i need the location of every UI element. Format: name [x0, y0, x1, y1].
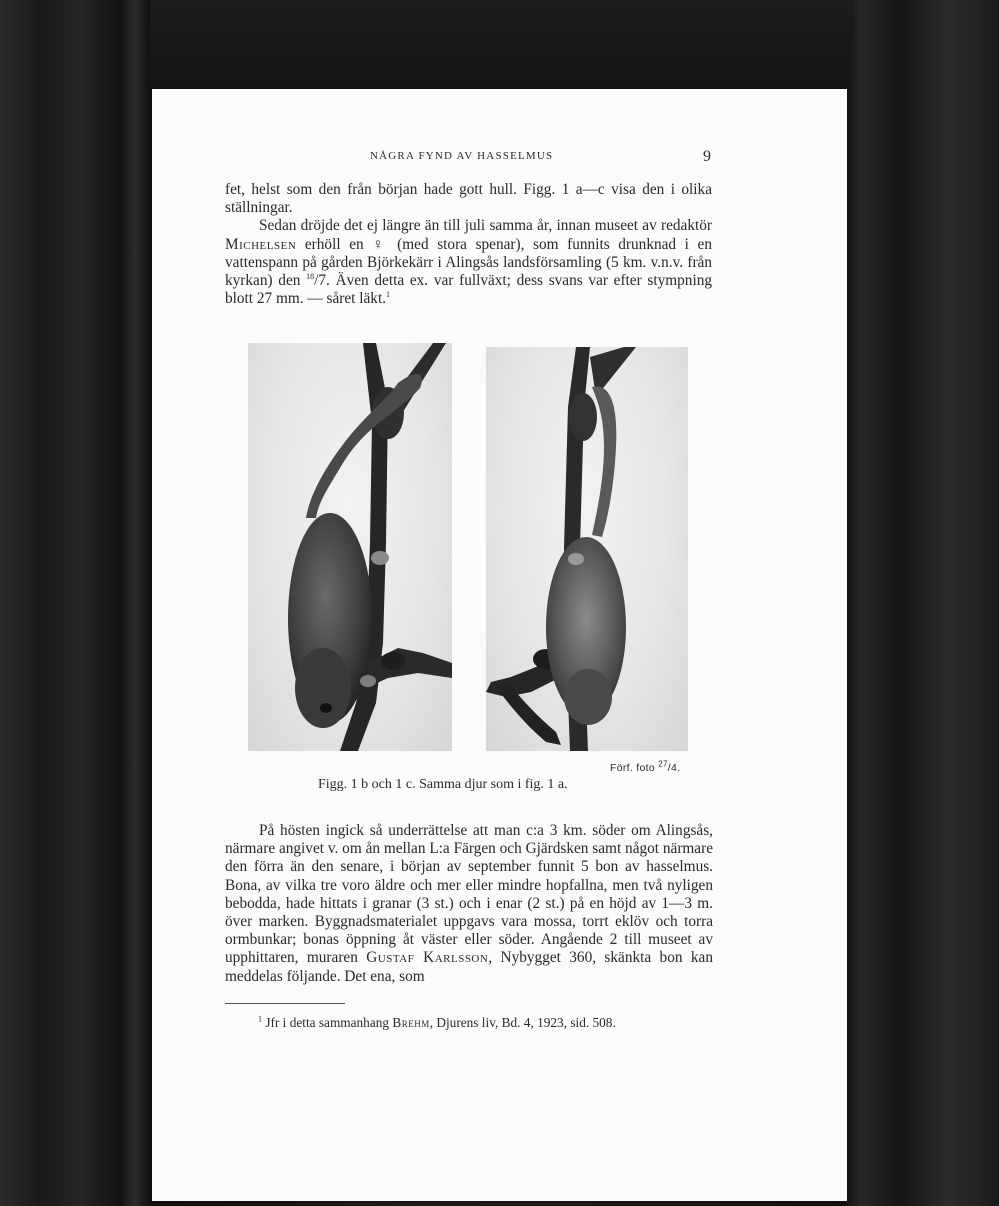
photo-dormouse-back: [486, 347, 688, 751]
photo-credit: Förf. foto $^{27}$/4.: [610, 759, 681, 774]
paragraph-3: På hösten ingick så underrättelse att man c:a 3 km. söder om Alingsås, närmare angivet v. om ån mellan L:a Färgen och Gjärdsken samt något närmare den förra än den senare, i början av september funnit 5 bon av hasselmus. Bona, av vilka tre voro äldre och mer eller mindre hopfallna, men två nyligen bebodda, hade hittats i granar (3 st.) och i enar (2 st.) på en höjd av 1—3 m. över marken. Byggnadsmaterialet uppgavs vara mossa, torrt eklöv och torra ormbunkar; bonas öppning åt väster eller söder. Angående 2 till museet av upphittaren, muraren Gustaf Karlsson, Nybygget 360, skänkta bon kan meddelas följande. Det ena, som: [225, 822, 713, 985]
footnote-rule: [225, 1003, 345, 1004]
person-name-michelsen: Michelsen: [225, 235, 297, 253]
paragraph-1: fet, helst som den från början hade gott hull. Figg. 1 a—c visa den i olika ställningar.: [225, 181, 712, 217]
footnote: $^1$ Jfr i detta sammanhang Brehm, Djurens liv, Bd. 4, 1923, sid. 508.: [258, 1014, 616, 1030]
paragraph-2: Sedan dröjde det ej längre än till juli samma år, innan museet av redaktör Michelsen erhöll en ♀ (med stora spenar), som funnits drunknad i en vattenspann på gården Björkekärr i Alingsås landsförsamling (5 km. v.n.v. från kyrkan) den $^{18}$/7. Även detta ex. var fullväxt; dess svans var efter stympning blott 27 mm. — såret läkt.$^1$: [225, 217, 713, 308]
page-number: 9: [703, 148, 711, 165]
footnote-reference: 1: [386, 290, 391, 300]
body-text-bottom: [225, 822, 713, 986]
scanner-background-top: [150, 0, 850, 90]
person-name-karlsson: Gustaf Karlsson: [366, 949, 489, 967]
body-text-top: [225, 181, 712, 308]
photo-dormouse-side: [248, 343, 452, 751]
running-head: NÅGRA FYND AV HASSELMUS: [370, 150, 554, 162]
author-name-brehm: Brehm: [392, 1015, 430, 1030]
footnote-mark: 1: [258, 1014, 262, 1024]
figure-caption: Figg. 1 b och 1 c. Samma djur som i fig. 1 a.: [318, 777, 568, 792]
